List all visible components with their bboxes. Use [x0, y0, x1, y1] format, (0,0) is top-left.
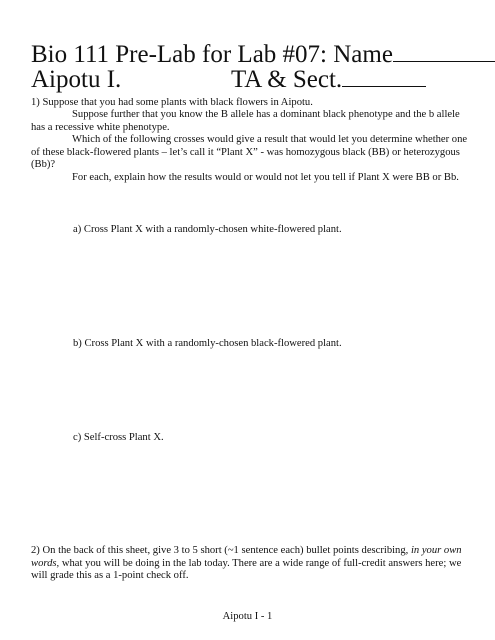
q2-instructions	[31, 545, 471, 583]
title-line-2	[31, 64, 471, 95]
ta-section-blank[interactable]	[342, 64, 426, 87]
q1-part-c: c) Self-cross Plant X.	[73, 432, 164, 443]
q1-paragraph-1: Suppose further that you know the B allele has a dominant black phenotype and the b allele has a recessive white phenotype.	[31, 109, 460, 133]
name-blank[interactable]	[393, 39, 495, 62]
q2-text-part2: what you will be doing in the lab today. There are a wide range of full-credit answers here; we will grade this as a 1-point check off.	[31, 557, 462, 582]
title-text: Bio 111 Pre-Lab for Lab #07: Name	[31, 41, 393, 68]
subtitle-aipotu: Aipotu I.	[31, 66, 122, 93]
q1-intro: 1) Suppose that you had some plants with black flowers in Aipotu.	[31, 97, 313, 108]
q1-paragraph-3: For each, explain how the results would or would not let you tell if Plant X were BB or Bb.	[72, 172, 459, 183]
ta-section-label: TA & Sect.	[231, 66, 343, 93]
q1-paragraph-2: Which of the following crosses would give a result that would let you determine whether one of these black-flowered plants – let’s call it “Plant X” - was homozygous black (BB) or heterozygous (Bb)?	[31, 134, 468, 171]
q2-text-part1: 2) On the back of this sheet, give 3 to 5 short (~1 sentence each) bullet points describing,	[31, 545, 409, 556]
q2-emphasis: in your own words,	[31, 545, 462, 569]
page-footer: Aipotu I - 1	[222, 611, 273, 622]
q1-part-a: a) Cross Plant X with a randomly-chosen white-flowered plant.	[73, 224, 342, 235]
q1-part-b: b) Cross Plant X with a randomly-chosen black-flowered plant.	[73, 338, 342, 349]
